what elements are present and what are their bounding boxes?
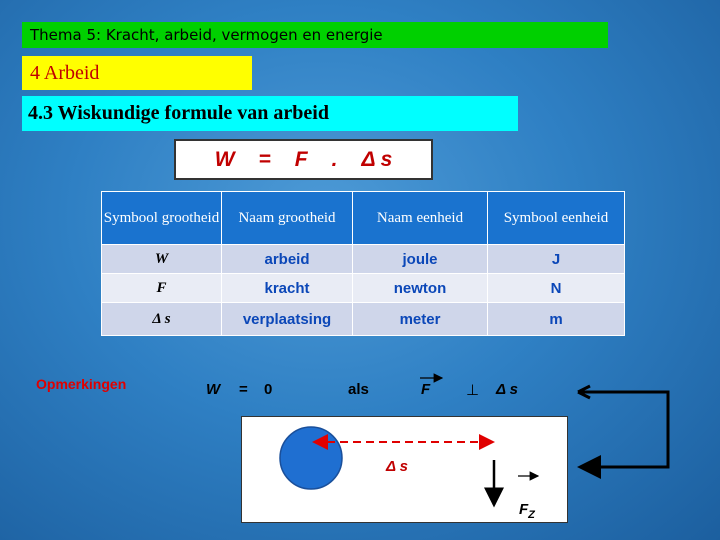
cell-name-unit: meter [353, 303, 488, 336]
formula-f: F [294, 147, 308, 171]
header-name-unit: Naam eenheid [353, 192, 488, 245]
formula-dot: . [331, 147, 338, 171]
cell-name-unit: newton [353, 274, 488, 303]
cell-name-unit: joule [353, 245, 488, 274]
subsection-title: 4.3 Wiskundige formule van arbeid [22, 96, 518, 131]
cell-name-quantity: arbeid [222, 245, 353, 274]
cell-symbol-unit: J [488, 245, 625, 274]
remark-equals: = [239, 381, 248, 398]
cell-name-quantity: verplaatsing [222, 303, 353, 336]
section-title: 4 Arbeid [22, 56, 252, 90]
fz-label: $F_Z$ [519, 501, 535, 521]
theme-title: Thema 5: Kracht, arbeid, vermogen en energie [22, 22, 608, 48]
remark-perpendicular: ⊥ [466, 382, 480, 399]
connector-arrow-icon [578, 392, 668, 467]
header-name-quantity: Naam grootheid [222, 192, 353, 245]
formula-equals: = [258, 147, 271, 171]
remark-zero: 0 [264, 381, 273, 398]
cell-symbol-quantity: F [102, 274, 222, 303]
remarks-label: Opmerkingen [36, 376, 127, 392]
formula-w: W [214, 147, 235, 171]
remark-delta-s: Δ s [496, 381, 519, 398]
header-symbol-quantity: Symbool grootheid [102, 192, 222, 245]
header-symbol-unit: Symbool eenheid [488, 192, 625, 245]
cell-symbol-quantity: Δ s [102, 303, 222, 336]
cell-symbol-unit: N [488, 274, 625, 303]
cell-symbol-unit: m [488, 303, 625, 336]
remark-w: W [206, 381, 221, 398]
cell-symbol-quantity: W [102, 245, 222, 274]
remark-f: F [421, 381, 431, 398]
delta-s-label: Δ s [386, 458, 409, 475]
cell-name-quantity: kracht [222, 274, 353, 303]
ball-shape [280, 427, 342, 489]
formula-delta-s: Δ s [361, 147, 393, 171]
remark-als: als [348, 381, 369, 398]
